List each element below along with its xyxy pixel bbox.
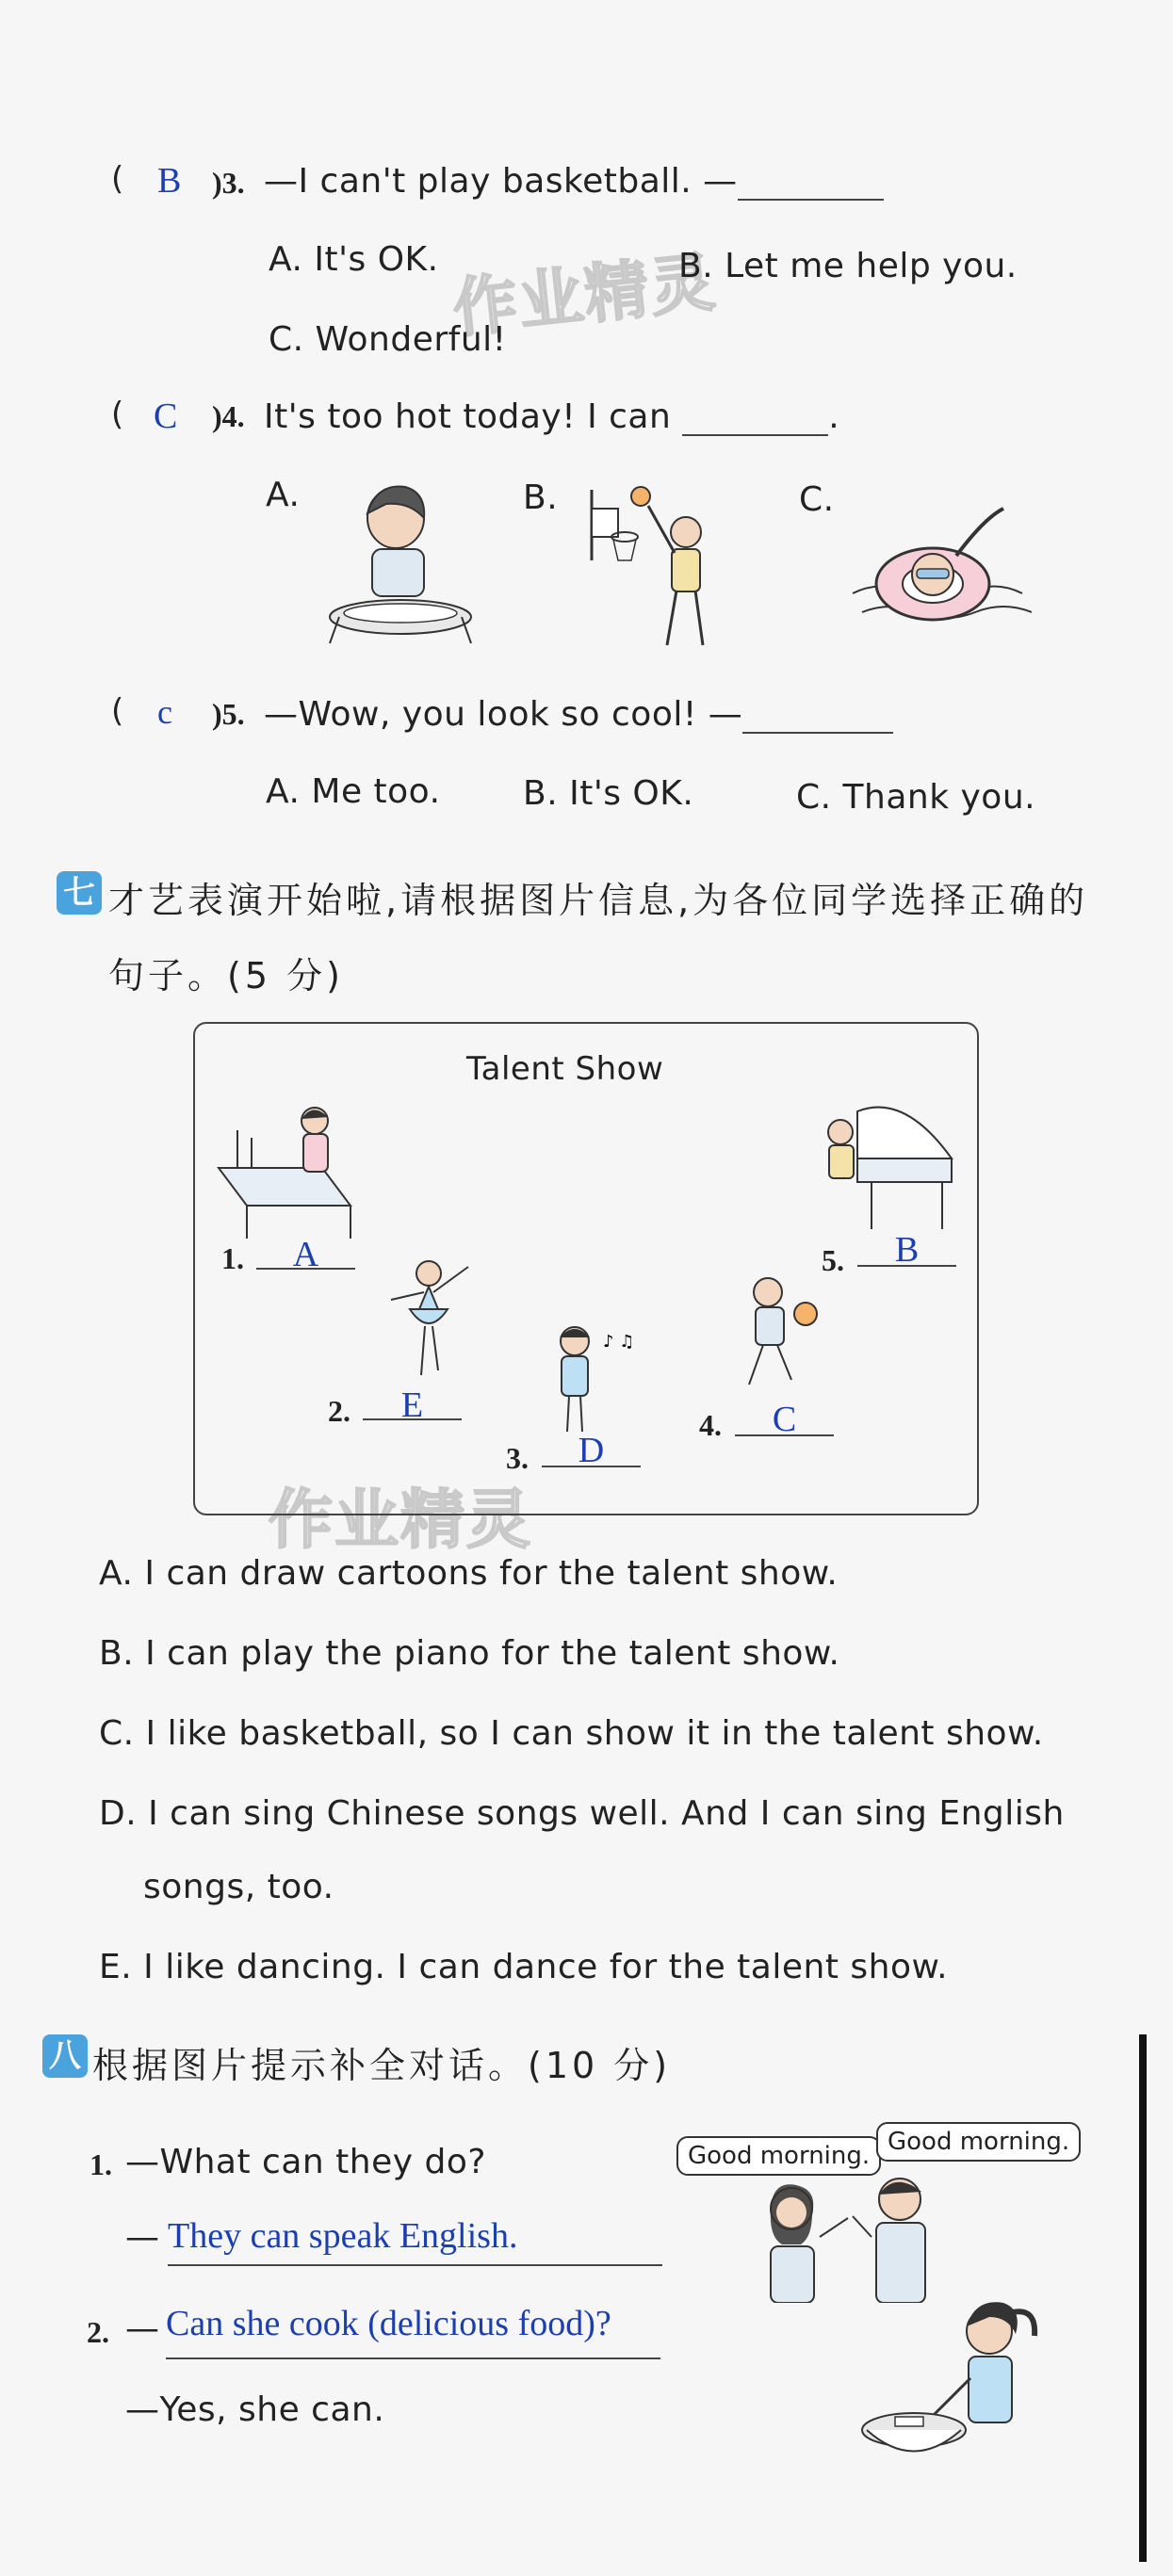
q3-blank	[738, 165, 884, 201]
dialog-1-question: —What can they do?	[125, 2143, 486, 2181]
dialog-1-dash: —	[125, 2218, 160, 2257]
q4-option-a: A.	[266, 476, 301, 514]
q4-answer: C	[154, 397, 178, 436]
greeting-kids-illustration	[744, 2171, 961, 2303]
sentence-d: D. I can sing Chinese songs well. And I can sing English	[99, 1794, 1065, 1833]
talent-item-3-answer: D	[578, 1431, 605, 1470]
q4-number: )4.	[212, 399, 245, 433]
q4-prompt	[264, 397, 839, 436]
sentence-c: C. I like basketball, so I can show it in the talent show.	[99, 1714, 1044, 1753]
swimming-illustration	[843, 490, 1032, 640]
q5-option-b: B. It's OK.	[523, 774, 694, 813]
q5-number: )5.	[212, 697, 245, 731]
dialog-2-answer: Can she cook (delicious food)?	[166, 2304, 611, 2343]
q3-prompt-text: —I can't play basketball. —	[264, 162, 738, 201]
q3-option-a: A. It's OK.	[269, 240, 439, 279]
watermark: 作业精灵	[449, 245, 721, 348]
svg-text:♪ ♫: ♪ ♫	[603, 1332, 635, 1352]
q3-number: )3.	[212, 166, 245, 200]
drawing-girl-illustration	[209, 1102, 374, 1243]
talent-item-1-blank	[256, 1234, 355, 1274]
q4-option-b: B.	[523, 478, 559, 517]
section-8-title: 根据图片提示补全对话。(10 分)	[92, 2045, 672, 2086]
dialog-1-answer-line	[168, 2215, 662, 2266]
q3-open-paren: (	[111, 160, 124, 198]
speech-bubble-right: Good morning.	[876, 2122, 1081, 2162]
dialog-2-answer-line	[166, 2303, 660, 2359]
q4-period: .	[828, 397, 840, 436]
talent-item-1-number: 1.	[221, 1241, 244, 1275]
dialog-2-dash: —	[125, 2309, 160, 2348]
q3-answer: B	[157, 161, 182, 201]
talent-item-4-blank	[735, 1399, 834, 1439]
sentence-e: E. I like dancing. I can dance for the talent show.	[99, 1948, 949, 1986]
speech-bubble-left: Good morning.	[676, 2136, 881, 2176]
dancing-girl-illustration	[382, 1253, 476, 1385]
talent-item-2-answer: E	[400, 1385, 424, 1425]
q5-blank	[742, 698, 893, 734]
q4-option-c: C.	[799, 480, 835, 519]
page-edge-shadow	[1139, 2034, 1147, 2562]
q3-option-c: C. Wonderful!	[269, 320, 507, 359]
watermark: 作业精灵	[269, 1483, 533, 1558]
talent-item-5-blank	[857, 1229, 956, 1270]
cooking-girl-illustration	[857, 2289, 1055, 2487]
section-7-title-line2: 句子。(5 分)	[108, 955, 344, 996]
sentence-d-cont: songs, too.	[143, 1868, 334, 1906]
talent-show-title: Talent Show	[466, 1050, 664, 1088]
q5-option-a: A. Me too.	[266, 772, 441, 811]
singing-girl-illustration	[537, 1319, 641, 1441]
talent-item-5-number: 5.	[822, 1243, 844, 1277]
q5-prompt	[264, 695, 893, 734]
q4-open-paren: (	[111, 396, 124, 433]
q4-prompt-text: It's too hot today! I can	[264, 397, 672, 436]
q4-blank	[682, 400, 828, 436]
q3-prompt	[264, 162, 884, 201]
dialog-2-reply: —Yes, she can.	[125, 2390, 385, 2429]
basketball-boy-illustration	[725, 1272, 829, 1394]
talent-item-3-number: 3.	[506, 1441, 529, 1475]
q5-option-c: C. Thank you.	[796, 778, 1036, 817]
talent-item-2-number: 2.	[328, 1394, 350, 1428]
piano-boy-illustration	[820, 1093, 961, 1234]
dialog-1-answer: They can speak English.	[168, 2216, 518, 2256]
dialog-2-number: 2.	[87, 2315, 109, 2349]
sentence-b: B. I can play the piano for the talent show.	[99, 1634, 840, 1673]
section-8-badge: 八	[42, 2034, 88, 2078]
section-7-title: 才艺表演开始啦,请根据图片信息,为各位同学选择正确的	[108, 880, 1089, 921]
section-7-badge: 七	[57, 871, 102, 915]
basketball-illustration	[582, 485, 733, 655]
boy-washing-illustration	[320, 476, 481, 645]
talent-item-2-blank	[363, 1385, 462, 1425]
talent-item-4-answer: C	[772, 1400, 797, 1439]
dialog-1-number: 1.	[90, 2147, 112, 2181]
talent-item-5-answer: B	[894, 1230, 920, 1270]
talent-item-1-answer: A	[292, 1235, 319, 1274]
q5-answer: c	[157, 693, 172, 731]
q5-open-paren: (	[111, 692, 124, 730]
q3-option-b: B. Let me help you.	[678, 247, 1018, 285]
sentence-a: A. I can draw cartoons for the talent show.	[99, 1554, 839, 1593]
q5-prompt-text: —Wow, you look so cool! —	[264, 695, 743, 734]
talent-item-3-blank	[542, 1430, 641, 1470]
talent-item-4-number: 4.	[699, 1408, 722, 1442]
